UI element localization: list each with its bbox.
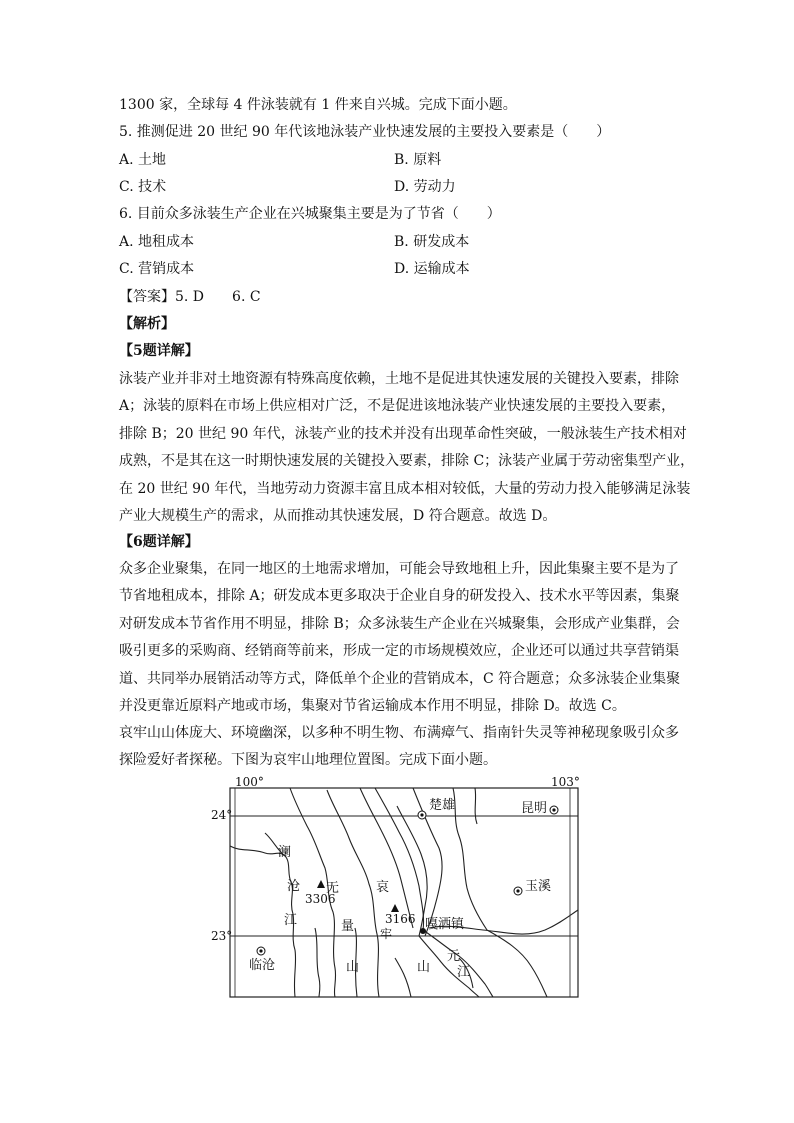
wuliang-label-3: 山 — [346, 960, 360, 975]
analysis-heading: 【解析】 — [119, 316, 175, 332]
q5-detail-line: 排除 B；20 世纪 90 年代，泳装产业的技术并没有出现革命性突破，一般泳装生产技术相对 — [119, 425, 687, 442]
q5-detail-line: A；泳装的原料在市场上供应相对广泛，不是促进该地泳装产业快速发展的主要投入要素， — [119, 398, 676, 415]
q5-option-a: A. 土地 — [119, 152, 167, 168]
yuxi-label: 玉溪 — [525, 879, 552, 894]
kunming-marker — [550, 806, 558, 814]
q6-detail-line: 众多企业聚集，在同一地区的土地需求增加，可能会导致地租上升，因此集聚主要不是为了 — [119, 561, 679, 577]
answer-line: 【答案】5. D 6. C — [119, 289, 261, 305]
lon-103-label: 103° — [551, 775, 580, 789]
chuxiong-marker — [418, 811, 426, 819]
q6-option-b: B. 研发成本 — [394, 234, 470, 250]
lon-100-label: 100° — [235, 775, 264, 789]
question-6-stem: 6. 目前众多泳装生产企业在兴城聚集主要是为了节省（ ） — [119, 206, 501, 222]
q6-option-c: C. 营销成本 — [119, 261, 195, 277]
q6-option-a: A. 地租成本 — [119, 234, 195, 250]
gasa-town-label: 嘎洒镇 — [425, 917, 465, 932]
lat-24-label: 24° — [211, 808, 233, 822]
q5-option-c: C. 技术 — [119, 179, 167, 195]
lancang-label-3: 江 — [284, 913, 298, 928]
q5-detail-heading: 【5题详解】 — [119, 343, 199, 359]
q6-detail-line: 吸引更多的采购商、经销商等前来，形成一定的市场规模效应，企业还可以通过共享营销渠 — [119, 643, 679, 660]
intro-line: 探险爱好者探秘。下图为哀牢山地理位置图。完成下面小题。 — [119, 752, 497, 769]
q5-detail-line: 产业大规模生产的需求，从而推动其快速发展，D 符合题意。故选 D。 — [119, 507, 557, 524]
river — [475, 788, 477, 824]
lancang-label-1: 澜 — [278, 845, 292, 860]
ailao-label-1: 哀 — [376, 880, 390, 895]
q5-detail-line: 在 20 世纪 90 年代，当地劳动力资源丰富且成本相对较低，大量的劳动力投入能够满足泳装 — [119, 480, 691, 497]
q6-option-d: D. 运输成本 — [394, 261, 470, 277]
q5-option-d: D. 劳动力 — [394, 179, 456, 195]
wuliang-peak-height: 3306 — [305, 892, 336, 906]
q6-detail-line: 并没更靠近原料产地或市场，集聚对节省运输成本作用不明显，排除 D。故选 C。 — [119, 697, 626, 714]
ailao-label-3: 山 — [417, 960, 431, 975]
question-5-stem: 5. 推测促进 20 世纪 90 年代该地泳装产业快速发展的主要投入要素是（ ） — [119, 124, 611, 140]
lancang-label-2: 沧 — [287, 879, 301, 894]
lincang-marker — [257, 947, 265, 955]
river — [453, 788, 487, 930]
q6-detail-heading: 【6题详解】 — [119, 534, 199, 550]
ailao-mountain-location-map — [211, 775, 585, 1003]
intro-line: 哀牢山山体庞大、环境幽深，以多种不明生物、布满瘴气、指南针失灵等神秘现象吸引众多 — [119, 725, 679, 741]
lincang-label: 临沧 — [249, 958, 276, 973]
yuanjiang-label-2: 江 — [457, 965, 471, 980]
yuxi-marker — [514, 887, 522, 895]
intro-tail: 1300 家，全球每 4 件泳装就有 1 件来自兴城。完成下面小题。 — [119, 97, 517, 113]
q5-detail-line: 成熟，不是其在这一时期快速发展的关键投入要素，排除 C；泳装产业属于劳动密集型产业， — [119, 453, 695, 470]
q6-detail-paragraph — [119, 556, 679, 720]
q6-detail-line: 道、共同举办展销活动等方式，降低单个企业的营销成本，C 符合题意；众多泳装企业集聚 — [119, 670, 681, 687]
wuliang-peak-triangle-icon — [317, 880, 325, 888]
chuxiong-label: 楚雄 — [429, 798, 456, 813]
q6-detail-line: 节省地租成本，排除 A；研发成本更多取决于企业自身的研发投入、技术水平等因素，集聚 — [119, 588, 680, 605]
lat-23-label: 23° — [211, 929, 233, 943]
kunming-label: 昆明 — [521, 801, 548, 816]
river — [395, 958, 411, 997]
wuliang-label-1: 无 — [326, 881, 340, 896]
q5-detail-paragraph — [119, 366, 695, 530]
wuliang-label-2: 量 — [341, 919, 355, 934]
ailao-peak-triangle-icon — [391, 904, 399, 912]
yuanjiang-label-1: 元 — [447, 949, 461, 964]
river — [315, 928, 320, 997]
river — [487, 930, 547, 997]
ailao-peak-height: 3166 — [385, 912, 416, 926]
ailao-label-2: 牢 — [380, 927, 393, 941]
q6-detail-line: 对研发成本节省作用不明显，排除 B；众多泳装生产企业在兴城聚集，会形成产业集群，会 — [119, 615, 680, 632]
q5-option-b: B. 原料 — [394, 152, 442, 168]
next-question-intro — [119, 720, 679, 775]
q5-detail-line: 泳装产业并非对土地资源有特殊高度依赖，土地不是促进其快速发展的关键投入要素，排除 — [119, 371, 679, 387]
